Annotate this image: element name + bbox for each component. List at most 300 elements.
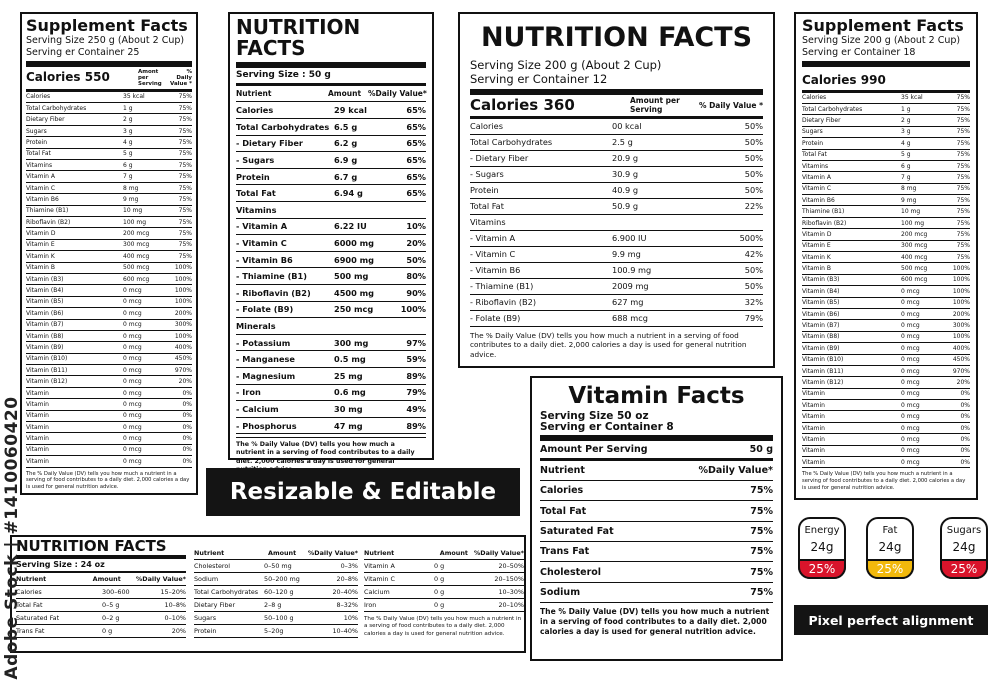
nutrient-amount: 20.9 g	[612, 153, 639, 164]
nutrient-dv: 75%	[178, 173, 192, 181]
nutrient-dv: 89%	[406, 370, 426, 381]
nutrient-name: Vitamin (B5)	[802, 299, 840, 307]
nutrient-name: - Folate (B9)	[470, 313, 521, 324]
table-row	[26, 114, 192, 125]
table-row	[470, 183, 763, 199]
table-row	[26, 126, 192, 137]
table-row	[802, 423, 970, 434]
col-dv: %Daily Value*	[135, 575, 186, 584]
nutrient-dv: 300%	[952, 322, 970, 330]
nutrient-amount: 627 mg	[612, 297, 644, 308]
nutrient-dv: 20–8%	[336, 575, 358, 583]
nutrient-amount: 30 mg	[334, 403, 363, 414]
calories-title: Calories 360	[470, 95, 575, 114]
table-row	[26, 194, 192, 205]
nutrient-name: Vitamin (B12)	[26, 378, 68, 386]
nutrient-amount: 9.9 mg	[612, 249, 641, 260]
nutrient-name: Vitamin (B12)	[802, 379, 844, 386]
nutrient-name: Iron	[364, 601, 377, 609]
nutrient-dv: 0%	[182, 457, 192, 465]
nutrient-dv: 970%	[174, 366, 192, 374]
table-row	[26, 183, 192, 194]
col-nutrient: Nutrient	[364, 549, 395, 557]
table-row	[194, 599, 358, 612]
nutrient-table	[26, 92, 192, 468]
badge-label: Fat	[882, 525, 898, 536]
table-row	[26, 251, 192, 262]
nutrient-amount: 500 mg	[334, 271, 369, 282]
nutrient-name: - Sugars	[470, 169, 504, 180]
nutrient-amount: 6.5 g	[334, 121, 358, 132]
table-row	[26, 308, 192, 319]
nutrient-amount: 2.5 g	[612, 137, 633, 148]
table-row	[236, 169, 426, 186]
calories-title: Calories 990	[802, 72, 886, 87]
amount-per-serving	[540, 441, 773, 461]
nutrient-dv: 10%	[343, 614, 358, 622]
col-amount: Amount	[92, 575, 121, 584]
calories-header	[802, 67, 970, 93]
nutrient-dv: 75%	[956, 94, 970, 102]
nutrient-name: Vitamin	[26, 435, 49, 443]
nutrient-amount: 6.94 g	[334, 188, 363, 199]
banner-text: Pixel perfect alignment	[808, 612, 974, 628]
nutrient-dv: 50%	[406, 254, 426, 265]
nutrient-amount: 100 mg	[123, 218, 147, 226]
table-row	[26, 103, 192, 114]
nutrient-dv: 0%	[960, 435, 970, 443]
table-row	[26, 92, 192, 103]
table-row	[802, 286, 970, 297]
nutrient-name: Vitamin B	[802, 265, 832, 273]
nutrient-name: - Manganese	[236, 354, 295, 365]
nutrient-amount: 200 mcg	[901, 230, 928, 238]
nutrient-dv: 75%	[750, 505, 773, 517]
nutrient-name: - Thiamine (B1)	[236, 271, 307, 282]
nutrient-amount: 29 kcal	[334, 105, 367, 116]
nutrient-dv: 75%	[178, 218, 192, 226]
nutrient-dv: 400%	[952, 344, 970, 352]
panel-title: NUTRITION FACTS	[480, 22, 753, 53]
nutrient-name: Vitamin	[26, 389, 49, 397]
nutrient-dv: 50%	[744, 281, 763, 292]
nutrient-dv: 75%	[750, 525, 773, 537]
nutrient-dv: 50%	[744, 137, 763, 148]
nutrient-name: - Iron	[236, 387, 261, 398]
nutrient-dv: 22%	[744, 201, 763, 212]
footnote: The % Daily Value (DV) tells you how much a nutrient in a serving of food contributes to a daily diet. 2,000 calories a day is used for general	[236, 441, 415, 465]
nutrient-name: Vitamin B6	[26, 195, 59, 203]
nutrient-name: Vitamin B6	[802, 196, 835, 204]
nutrient-name: Vitamin (B9)	[26, 343, 64, 351]
footnote: The % Daily Value (DV) tells you how much a nutrient in a serving of food contributes to a daily diet. 2,000 calories a day is used for general nutrition advice.	[540, 606, 770, 636]
table-row	[26, 399, 192, 410]
nutrient-dv: 65%	[406, 188, 426, 199]
table-row	[236, 418, 426, 435]
calories-title: Calories 550	[26, 70, 110, 85]
table-row	[26, 445, 192, 456]
nutrient-dv: 10–30%	[498, 588, 524, 596]
nutrient-name: Vitamins	[802, 162, 829, 170]
table-row	[194, 612, 358, 625]
nutrient-name: Calories	[16, 588, 42, 597]
table-row	[26, 240, 192, 251]
nutrient-amount: 9 mg	[901, 196, 917, 204]
table-row	[802, 366, 970, 377]
nutrient-name: - Vitamin A	[236, 221, 288, 232]
nutrient-dv: 42%	[744, 249, 763, 260]
nutrient-amount: 100 mg	[901, 219, 925, 227]
nutrient-name: Vitamin (B3)	[26, 275, 64, 283]
nutrient-name: Sugars	[802, 128, 823, 136]
table-row	[540, 501, 773, 521]
nutrient-amount: 6 g	[901, 162, 911, 170]
nutrient-name: - Calcium	[236, 403, 279, 414]
nutrient-dv: 50%	[744, 185, 763, 196]
vitamins-table	[236, 219, 426, 319]
nutrient-amount: 2009 mg	[612, 281, 649, 292]
badge-percent: 25%	[798, 559, 846, 579]
nutrient-amount: 0 mcg	[123, 343, 142, 351]
nutrient-amount: 0 mcg	[901, 299, 920, 307]
nutrient-amount: 7 g	[123, 173, 133, 181]
minerals-heading: Minerals	[236, 318, 426, 335]
servings-per-container: Serving er Container 25	[26, 46, 140, 58]
nutrient-name: Vitamin E	[802, 242, 831, 250]
panel-title: NUTRITION FACTS	[236, 15, 361, 60]
nutrient-dv: 100%	[952, 287, 970, 295]
nutrient-amount: 0 mcg	[901, 424, 920, 432]
nutrition-facts-label-3	[458, 12, 775, 368]
nutrient-name: Vitamins	[470, 217, 506, 228]
nutrient-dv: 75%	[956, 105, 970, 113]
nutrient-name: Trans Fat	[16, 627, 45, 636]
nutrient-name: Vitamin (B8)	[26, 332, 64, 340]
nutrient-dv: 75%	[178, 184, 192, 192]
table-row	[470, 151, 763, 167]
nutrient-dv: 90%	[406, 287, 426, 298]
nutrient-amount: 300 mcg	[901, 242, 928, 250]
nutrient-name: Vitamin	[26, 400, 49, 408]
nutrient-name: Saturated Fat	[16, 614, 60, 623]
table-row	[540, 522, 773, 542]
table-row	[802, 446, 970, 457]
table-row	[236, 385, 426, 402]
nutrient-name: - Vitamin B6	[470, 265, 521, 276]
nutrient-dv: 75%	[178, 207, 192, 215]
divider	[236, 437, 426, 438]
nutrient-amount: 10 mg	[123, 207, 143, 215]
nutrient-name: Cholesterol	[194, 562, 231, 570]
col-amount: Amount	[328, 89, 362, 99]
supplement-facts-label-4	[794, 12, 978, 500]
minerals-table	[236, 335, 426, 435]
nutrient-amount: 2 g	[123, 116, 133, 124]
table-row	[470, 199, 763, 215]
watermark-text: Adobe Stock | #1410060420	[2, 396, 22, 680]
nutrient-amount: 4 g	[123, 138, 133, 146]
nutrient-amount: 0 mcg	[901, 458, 920, 466]
table-row	[470, 167, 763, 183]
badge-percent: 25%	[940, 559, 988, 579]
nutrient-amount: 0 g	[434, 562, 445, 570]
table-row	[802, 172, 970, 183]
table-row	[26, 456, 192, 467]
table-row	[236, 136, 426, 153]
nutrient-dv: 20%	[956, 379, 970, 386]
nutrient-amount: 6000 mg	[334, 237, 375, 248]
col-nutrient: Nutrient	[16, 575, 47, 584]
nutrient-dv: 89%	[406, 420, 426, 431]
table-row	[470, 311, 763, 327]
nutrient-dv: 32%	[744, 297, 763, 308]
table-row	[802, 241, 970, 252]
nutrient-amount: 3 g	[123, 127, 133, 135]
nutrient-dv: 75%	[956, 117, 970, 125]
nutrient-amount: 0 mcg	[901, 367, 920, 375]
serving-size: Serving Size : 50 g	[236, 70, 331, 80]
nutrient-dv: 75%	[750, 485, 773, 497]
nutrient-amount: 2–8 g	[264, 601, 282, 609]
footnote: The % Daily Value (DV) tells you how much a nutrient in a serving of food contributes to a daily diet. 2,000 calories a day is used for general nutrition advice.	[802, 471, 966, 491]
nutrient-amount: 0 mcg	[901, 287, 920, 295]
nutrient-dv: 0%	[182, 400, 192, 408]
nutrient-dv: 0%	[182, 423, 192, 431]
table-row	[470, 119, 763, 135]
col-dv: %Daily Value*	[307, 549, 358, 557]
table-row	[16, 612, 186, 625]
table-row	[364, 573, 524, 586]
nutrient-name: - Phosphorus	[236, 420, 297, 431]
nutrient-dv: 0%	[182, 435, 192, 443]
table-row	[194, 586, 358, 599]
table-row	[802, 127, 970, 138]
table-row	[802, 389, 970, 400]
nutrient-dv: 75%	[956, 242, 970, 250]
nutrient-amount: 600 mcg	[901, 276, 928, 284]
nutrient-amount: 0 mcg	[123, 435, 142, 443]
nutrient-name: Riboflavin (B2)	[802, 219, 847, 227]
nutrient-dv: 75%	[178, 150, 192, 158]
nutrient-dv: 10%	[406, 221, 426, 232]
nutrient-amount: 200 mcg	[123, 230, 150, 238]
table-header	[236, 86, 426, 102]
nutrient-name: Saturated Fat	[540, 525, 614, 537]
nutrient-dv: 8–32%	[336, 601, 358, 609]
serving-size: Serving Size 250 g (About 2 Cup)	[26, 34, 185, 46]
panel-title: NUTRITION FACTS	[16, 537, 167, 555]
nutrient-name: Vitamin K	[26, 252, 55, 260]
col-nutrient: Nutrient	[194, 549, 225, 557]
nutrient-dv: 100%	[174, 264, 192, 272]
table-header	[364, 547, 524, 560]
nutrient-amount: 0 mcg	[901, 390, 920, 398]
nutrient-dv: 65%	[406, 138, 426, 149]
nutrient-name: Vitamin	[802, 390, 825, 398]
nutrient-dv: 970%	[952, 367, 970, 375]
nutrient-name: - Potassium	[236, 337, 291, 348]
table-row	[26, 422, 192, 433]
nutrient-amount: 0 mcg	[901, 356, 920, 364]
table-row	[16, 599, 186, 612]
col-dv: %Daily Value*	[368, 89, 427, 99]
nutrient-dv: 75%	[178, 138, 192, 146]
nutrient-name: Vitamin A	[26, 173, 55, 181]
nutrient-amount: 0 mcg	[901, 333, 920, 341]
nutrient-amount: 6 g	[123, 161, 133, 169]
nutrient-dv: 0–3%	[340, 562, 358, 570]
nutrient-name: Vitamin (B10)	[802, 356, 844, 364]
nutrient-dv: 65%	[406, 155, 426, 166]
table-row	[26, 365, 192, 376]
nutrient-amount: 40.9 g	[612, 185, 639, 196]
nutrient-dv: 0%	[960, 390, 970, 398]
nutrient-amount: 0 mcg	[123, 298, 142, 306]
nutrient-name: Vitamin C	[26, 184, 56, 192]
panel-title: Supplement Facts	[802, 16, 964, 35]
nutrient-dv: 97%	[406, 337, 426, 348]
table-row	[236, 335, 426, 352]
calories-header	[26, 67, 192, 92]
nutrient-name: Vitamin	[802, 447, 825, 455]
nutrient-amount: 8 mg	[901, 185, 917, 193]
nutrient-dv: 75%	[750, 546, 773, 558]
nutrient-dv: 75%	[956, 196, 970, 204]
nutrient-dv: 75%	[178, 252, 192, 260]
nutrient-name: Total Fat	[470, 201, 504, 212]
nutrient-amount: 1 g	[123, 104, 133, 112]
nutrient-dv: 100%	[952, 265, 970, 273]
nutrient-dv: 75%	[178, 127, 192, 135]
nutrient-dv: 0%	[960, 401, 970, 409]
servings-per-container: Serving er Container 12	[470, 72, 608, 87]
panel-title: Supplement Facts	[26, 16, 188, 35]
nutrient-amount: 500 mcg	[901, 265, 928, 273]
servings-per-container: Serving er Container 8	[540, 421, 674, 434]
table-row	[802, 161, 970, 172]
nutrient-dv: 75%	[956, 253, 970, 261]
amount-value: 50 g	[749, 444, 773, 456]
nutrient-table	[194, 560, 358, 638]
nutrient-name: Vitamin (B11)	[802, 367, 844, 375]
nutrient-name: Calories	[236, 105, 274, 116]
nutrient-name: Vitamin D	[26, 230, 56, 238]
table-row	[194, 560, 358, 573]
nutrient-dv: 450%	[174, 355, 192, 363]
table-row	[802, 150, 970, 161]
table-row	[470, 231, 763, 247]
nutrient-name: Vitamin (B6)	[26, 309, 64, 317]
table-row	[802, 218, 970, 229]
energy-badge	[798, 517, 846, 579]
nutrient-name: Vitamin (B9)	[802, 344, 840, 352]
badge-value: 24g	[952, 540, 976, 554]
col-amount: Amount	[268, 549, 297, 557]
badge-label: Energy	[804, 525, 840, 536]
badge-label: Sugars	[946, 525, 982, 536]
nutrient-dv: 75%	[750, 586, 773, 598]
nutrient-amount: 6900 mg	[334, 254, 375, 265]
nutrient-name: Vitamin (B11)	[26, 366, 68, 374]
nutrient-dv: 75%	[956, 219, 970, 227]
nutrient-name: Total Carbohydrates	[194, 588, 259, 596]
nutrient-dv: 75%	[178, 230, 192, 238]
nutrient-name: - Dietary Fiber	[236, 138, 303, 149]
calories-header	[470, 95, 763, 119]
nutrient-dv: 75%	[956, 162, 970, 170]
table-row	[540, 542, 773, 562]
nutrient-amount: 5 g	[123, 150, 133, 158]
fat-badge	[866, 517, 914, 579]
nutrient-name: Vitamin (B4)	[26, 287, 64, 295]
nutrient-amount: 300–600	[102, 588, 130, 597]
col-amount: Amont per Serving	[138, 68, 162, 87]
section-right	[364, 547, 524, 638]
nutrient-dv: 100%	[952, 333, 970, 341]
nutrient-amount: 250 mcg	[334, 304, 374, 315]
table-row	[802, 263, 970, 274]
nutrient-amount: 0–2 g	[102, 614, 120, 623]
nutrient-name: Vitamin	[26, 423, 49, 431]
nutrient-name: Vitamin B	[26, 264, 56, 272]
table-row	[16, 586, 186, 599]
table-row	[364, 560, 524, 573]
nutrient-amount: 100.9 mg	[612, 265, 652, 276]
nutrient-name: - Vitamin C	[470, 249, 516, 260]
nutrient-amount: 0 mcg	[123, 412, 142, 420]
nutrient-amount: 2 g	[901, 117, 911, 125]
nutrient-name: Calories	[540, 485, 584, 497]
table-row	[26, 171, 192, 182]
nutrient-amount: 5 g	[901, 151, 911, 159]
table-row	[236, 219, 426, 236]
footnote: The % Daily Value (DV) tells you how much a nutrient in a serving of food contributes to a daily diet. 2,000 calories a day is used for general nutrition advice.	[364, 616, 522, 637]
nutrient-name: Protein	[236, 171, 270, 182]
serving-size: Serving Size : 24 oz	[16, 559, 105, 569]
nutrient-name: Riboflavin (B2)	[26, 218, 71, 226]
nutrient-name: Vitamin	[802, 424, 825, 432]
table-row	[540, 562, 773, 582]
nutrient-name: Dietary Fiber	[26, 116, 65, 124]
nutrition-facts-label-2	[228, 12, 434, 465]
nutrient-name: - Dietary Fiber	[470, 153, 529, 164]
nutrient-dv: 20%	[178, 378, 192, 386]
nutrient-dv: 20–150%	[494, 575, 524, 583]
nutrient-dv: 10–40%	[332, 627, 358, 635]
nutrient-dv: 500%	[739, 233, 763, 244]
nutrient-amount: 0 mcg	[123, 366, 142, 374]
col-dv: %Daily Value*	[698, 465, 773, 477]
nutrient-amount: 6.2 g	[334, 138, 358, 149]
nutrient-amount: 0–5 g	[102, 601, 120, 610]
nutrient-name: Vitamin (B7)	[26, 321, 64, 329]
nutrient-dv: 0%	[960, 424, 970, 432]
nutrient-dv: 75%	[956, 128, 970, 136]
col-nutrient: Nutrient	[540, 465, 585, 477]
nutrient-name: Thiamine (B1)	[26, 207, 69, 215]
table-row	[236, 102, 426, 119]
nutrient-amount: 0 mcg	[901, 310, 920, 318]
table-row	[470, 263, 763, 279]
nutrient-amount: 4500 mg	[334, 287, 375, 298]
table-row	[802, 115, 970, 126]
nutrient-amount: 0 mcg	[123, 400, 142, 408]
nutrient-dv: 75%	[956, 208, 970, 216]
nutrient-table	[16, 586, 186, 638]
serving-size: Serving Size 50 oz	[540, 410, 649, 423]
nutrient-dv: 59%	[406, 354, 426, 365]
col-dv: % Daily Value *	[698, 101, 763, 111]
